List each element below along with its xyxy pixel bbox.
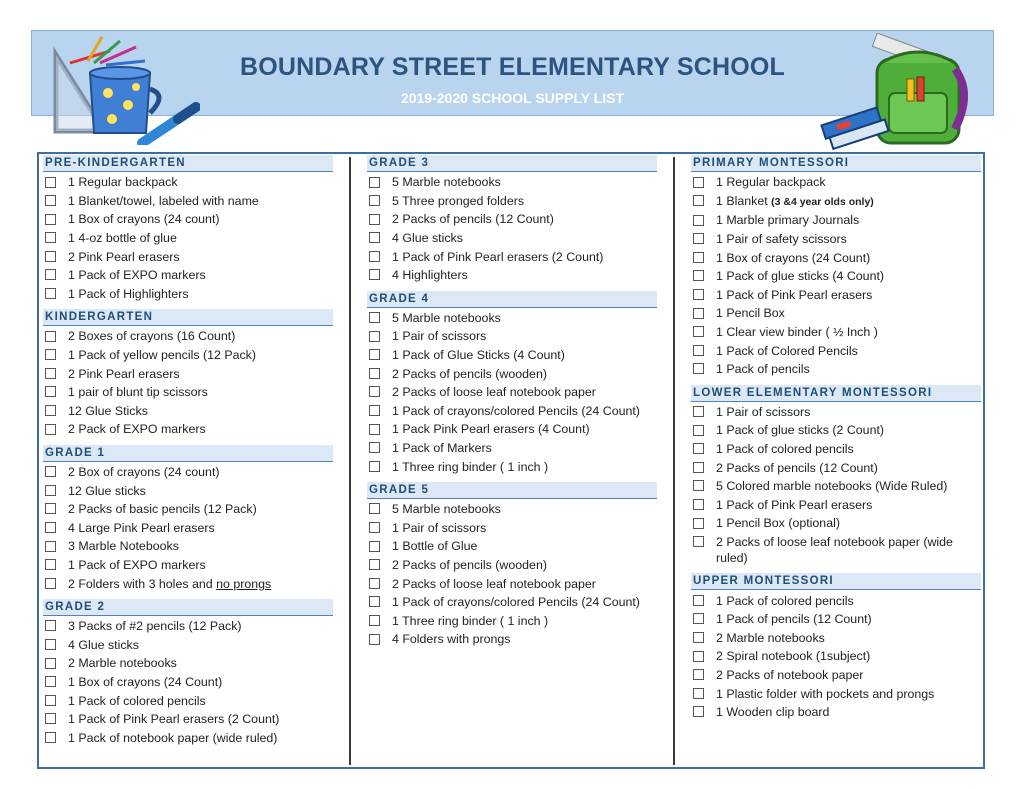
supply-item-label: 2 Packs of basic pencils (12 Pack) bbox=[68, 502, 257, 517]
supply-item-label: 1 Marble primary Journals bbox=[716, 213, 860, 228]
checkbox[interactable] bbox=[369, 269, 380, 280]
supply-item bbox=[367, 266, 657, 285]
supply-item-label: 1 Three ring binder ( 1 inch ) bbox=[392, 613, 549, 628]
supply-item bbox=[43, 673, 333, 692]
checkbox[interactable] bbox=[45, 195, 56, 206]
supply-list bbox=[43, 463, 333, 593]
supply-item bbox=[43, 574, 333, 593]
checkbox[interactable] bbox=[693, 195, 704, 206]
supply-item bbox=[691, 477, 981, 496]
supply-item bbox=[691, 458, 981, 477]
supply-item bbox=[367, 500, 657, 519]
checkbox[interactable] bbox=[693, 177, 704, 188]
supply-item bbox=[691, 684, 981, 703]
supply-item bbox=[691, 647, 981, 666]
checkbox[interactable] bbox=[693, 215, 704, 226]
supply-item-label: 1 Pencil Box bbox=[716, 306, 785, 321]
checkbox[interactable] bbox=[693, 406, 704, 417]
section-heading: GRADE 5 bbox=[367, 482, 657, 499]
supply-item bbox=[43, 402, 333, 421]
supply-item bbox=[43, 346, 333, 365]
supply-item bbox=[367, 229, 657, 248]
checkbox[interactable] bbox=[45, 658, 56, 669]
checkbox[interactable] bbox=[45, 386, 56, 397]
checkbox[interactable] bbox=[693, 499, 704, 510]
checkbox[interactable] bbox=[45, 559, 56, 570]
supply-item-label: 1 Three ring binder ( 1 inch ) bbox=[392, 459, 549, 474]
supply-item bbox=[691, 610, 981, 629]
checkbox[interactable] bbox=[693, 706, 704, 717]
supply-item-label: 1 pair of blunt tip scissors bbox=[68, 385, 208, 400]
supply-item-label: 4 Large Pink Pearl erasers bbox=[68, 520, 215, 535]
supply-item-label: 2 Marble notebooks bbox=[716, 630, 825, 645]
supply-item-label: 2 Spiral notebook (1subject) bbox=[716, 649, 871, 664]
checkbox[interactable] bbox=[45, 578, 56, 589]
supply-item-label: 1 Pack of yellow pencils (12 Pack) bbox=[68, 348, 257, 363]
checkbox[interactable] bbox=[45, 695, 56, 706]
supply-item bbox=[691, 267, 981, 286]
supply-item bbox=[367, 383, 657, 402]
checkbox[interactable] bbox=[45, 349, 56, 360]
supply-item bbox=[691, 304, 981, 323]
supply-list bbox=[367, 173, 657, 285]
supply-item bbox=[367, 519, 657, 538]
supply-item-label: 2 Packs of loose leaf notebook paper bbox=[392, 385, 596, 400]
supply-item-label: 1 Pair of safety scissors bbox=[716, 232, 847, 247]
supply-item bbox=[367, 210, 657, 229]
section-heading: KINDERGARTEN bbox=[43, 309, 333, 326]
supply-item bbox=[691, 192, 981, 212]
supply-item-label: 3 Packs of #2 pencils (12 Pack) bbox=[68, 619, 242, 634]
supply-item-label: 1 Pack of pencils bbox=[716, 362, 810, 377]
supply-item-label: 4 Glue sticks bbox=[68, 637, 139, 652]
supply-item-label: 2 Pack of EXPO markers bbox=[68, 422, 206, 437]
supply-item bbox=[691, 496, 981, 515]
section-heading: GRADE 2 bbox=[43, 599, 333, 616]
section-grade-3 bbox=[367, 155, 657, 285]
supply-item bbox=[691, 323, 981, 342]
supply-list bbox=[43, 173, 333, 303]
supply-item-label: 1 Clear view binder ( ½ Inch ) bbox=[716, 325, 878, 340]
supply-item-label: 12 Glue Sticks bbox=[68, 403, 148, 418]
supply-item-label: 5 Marble notebooks bbox=[392, 502, 501, 517]
age-note: (3 &4 year olds only) bbox=[771, 195, 874, 208]
supply-item-label: 2 Packs of pencils (wooden) bbox=[392, 366, 547, 381]
section-heading: GRADE 4 bbox=[367, 291, 657, 308]
supply-item-label: 1 Pack Pink Pearl erasers (4 Count) bbox=[392, 422, 590, 437]
supply-item-label: 2 Marble notebooks bbox=[68, 656, 177, 671]
checkbox[interactable] bbox=[693, 632, 704, 643]
checkbox[interactable] bbox=[369, 195, 380, 206]
supply-item-label: 1 Pack of Pink Pearl erasers bbox=[716, 287, 873, 302]
section-grade-5 bbox=[367, 482, 657, 649]
underlined-note: no prongs bbox=[216, 576, 272, 591]
supply-item-label: 1 Pack of glue sticks (2 Count) bbox=[716, 423, 885, 438]
supply-item bbox=[691, 666, 981, 685]
supply-item bbox=[43, 654, 333, 673]
checkbox[interactable] bbox=[369, 559, 380, 570]
checkbox[interactable] bbox=[693, 595, 704, 606]
supply-item bbox=[691, 514, 981, 533]
supply-item-label: 2 Packs of pencils (12 Count) bbox=[392, 212, 554, 227]
checkbox[interactable] bbox=[45, 503, 56, 514]
supply-item bbox=[367, 247, 657, 266]
checkbox[interactable] bbox=[45, 485, 56, 496]
column-divider bbox=[349, 157, 351, 765]
checkbox[interactable] bbox=[369, 615, 380, 626]
checkbox[interactable] bbox=[369, 312, 380, 323]
supply-item bbox=[691, 533, 981, 568]
supply-item-label: 4 Glue sticks bbox=[392, 231, 463, 246]
supply-item-label: 1 Pair of scissors bbox=[392, 520, 487, 535]
supply-item bbox=[43, 691, 333, 710]
checkbox[interactable] bbox=[369, 634, 380, 645]
supply-item-label: 1 Box of crayons (24 Count) bbox=[716, 250, 871, 265]
checkbox[interactable] bbox=[369, 541, 380, 552]
section-heading: GRADE 1 bbox=[43, 445, 333, 462]
supply-item bbox=[43, 481, 333, 500]
supply-item bbox=[43, 420, 333, 439]
checkbox[interactable] bbox=[45, 251, 56, 262]
supply-item-label: 4 Folders with prongs bbox=[392, 632, 511, 647]
checkbox[interactable] bbox=[693, 326, 704, 337]
column-divider bbox=[673, 157, 675, 765]
supply-item bbox=[367, 457, 657, 476]
checkbox[interactable] bbox=[45, 288, 56, 299]
supply-item bbox=[43, 383, 333, 402]
checkbox[interactable] bbox=[369, 522, 380, 533]
checkbox[interactable] bbox=[45, 214, 56, 225]
supply-item-label: 2 Packs of loose leaf notebook paper bbox=[392, 576, 596, 591]
column-middle bbox=[367, 155, 657, 655]
section-heading: UPPER MONTESSORI bbox=[691, 573, 981, 590]
supply-item bbox=[43, 327, 333, 346]
checkbox[interactable] bbox=[45, 676, 56, 687]
supply-item bbox=[43, 537, 333, 556]
checkbox[interactable] bbox=[693, 669, 704, 680]
checkbox[interactable] bbox=[693, 308, 704, 319]
section-heading: LOWER ELEMENTARY MONTESSORI bbox=[691, 385, 981, 402]
section-grade-1 bbox=[43, 445, 333, 593]
supply-list bbox=[367, 309, 657, 476]
checkbox[interactable] bbox=[693, 480, 704, 491]
supply-item-label: 5 Colored marble notebooks (Wide Ruled) bbox=[716, 479, 948, 494]
supply-item-label: 1 Pack of colored pencils bbox=[716, 442, 854, 457]
backpack-icon bbox=[815, 33, 975, 151]
supply-item-label: 1 Pack of crayons/colored Pencils (24 Count) bbox=[392, 595, 640, 610]
checkbox[interactable] bbox=[45, 541, 56, 552]
supply-item-label: 1 Pack of colored pencils bbox=[716, 593, 854, 608]
supply-item bbox=[367, 309, 657, 328]
supply-item-label: 1 Blanket/towel, labeled with name bbox=[68, 193, 259, 208]
supply-item-label: 1 Box of crayons (24 Count) bbox=[68, 674, 223, 689]
supply-item-label: 1 Regular backpack bbox=[68, 175, 178, 190]
supply-item bbox=[691, 703, 981, 722]
checkbox[interactable] bbox=[45, 269, 56, 280]
supply-list bbox=[43, 327, 333, 439]
supply-item-label: 1 Pack of crayons/colored Pencils (24 Count) bbox=[392, 403, 640, 418]
checkbox[interactable] bbox=[369, 578, 380, 589]
supply-list bbox=[691, 173, 981, 379]
supply-item bbox=[367, 593, 657, 612]
supply-item bbox=[367, 630, 657, 649]
supply-item-label: 2 Folders with 3 holes and bbox=[68, 576, 217, 591]
supply-list bbox=[367, 500, 657, 649]
supply-item bbox=[367, 346, 657, 365]
page-title: BOUNDARY STREET ELEMENTARY SCHOOL bbox=[239, 53, 786, 81]
supply-item-label: 1 Wooden clip board bbox=[716, 705, 830, 720]
checkbox[interactable] bbox=[693, 651, 704, 662]
supply-item-label: 1 Pack of Glue Sticks (4 Count) bbox=[392, 348, 565, 363]
school-supplies-icon bbox=[50, 33, 200, 145]
supply-item-label: 1 Pack of Pink Pearl erasers (2 Count) bbox=[392, 249, 604, 264]
supply-item-label: 2 Pink Pearl erasers bbox=[68, 366, 180, 381]
supply-item bbox=[691, 248, 981, 267]
checkbox[interactable] bbox=[45, 522, 56, 533]
checkbox[interactable] bbox=[369, 386, 380, 397]
page-subtitle: 2019-2020 SCHOOL SUPPLY LIST bbox=[400, 90, 625, 106]
supply-item bbox=[367, 420, 657, 439]
supply-item-label: 2 Box of crayons (24 count) bbox=[68, 465, 220, 480]
supply-item bbox=[691, 173, 981, 192]
checkbox[interactable] bbox=[693, 613, 704, 624]
checkbox[interactable] bbox=[369, 503, 380, 514]
supply-item-label: 5 Marble notebooks bbox=[392, 310, 501, 325]
supply-item bbox=[43, 229, 333, 248]
supply-item bbox=[43, 210, 333, 229]
checkbox[interactable] bbox=[693, 443, 704, 454]
supply-item bbox=[43, 247, 333, 266]
supply-item bbox=[691, 421, 981, 440]
section-heading: PRE-KINDERGARTEN bbox=[43, 155, 333, 172]
supply-list bbox=[691, 403, 981, 568]
supply-item-label: 1 Pack of Highlighters bbox=[68, 286, 189, 301]
supply-item-label: 1 4-oz bottle of glue bbox=[68, 231, 177, 246]
supply-item-label: 1 Pair of scissors bbox=[716, 404, 811, 419]
checkbox[interactable] bbox=[369, 214, 380, 225]
supply-item-label: 5 Marble notebooks bbox=[392, 175, 501, 190]
supply-item bbox=[367, 574, 657, 593]
supply-item bbox=[691, 360, 981, 379]
supply-item bbox=[43, 266, 333, 285]
checkbox[interactable] bbox=[45, 177, 56, 188]
section-heading: GRADE 3 bbox=[367, 155, 657, 172]
checkbox[interactable] bbox=[693, 688, 704, 699]
checkbox[interactable] bbox=[369, 461, 380, 472]
supply-item-label: 1 Pack of notebook paper (wide ruled) bbox=[68, 730, 278, 745]
checkbox[interactable] bbox=[45, 620, 56, 631]
checkbox[interactable] bbox=[45, 466, 56, 477]
section-primary-montessori bbox=[691, 155, 981, 379]
supply-item-label: 1 Regular backpack bbox=[716, 175, 826, 190]
supply-item-label: 3 Marble Notebooks bbox=[68, 539, 179, 554]
supply-item bbox=[691, 341, 981, 360]
supply-item bbox=[43, 463, 333, 482]
supply-item bbox=[691, 211, 981, 230]
supply-item-label: 1 Pack of Pink Pearl erasers (2 Count) bbox=[68, 712, 280, 727]
checkbox[interactable] bbox=[45, 732, 56, 743]
checkbox[interactable] bbox=[45, 639, 56, 650]
checkbox[interactable] bbox=[693, 345, 704, 356]
checkbox[interactable] bbox=[369, 177, 380, 188]
checkbox[interactable] bbox=[369, 251, 380, 262]
checkbox[interactable] bbox=[45, 331, 56, 342]
checkbox[interactable] bbox=[369, 442, 380, 453]
section-grade-2 bbox=[43, 599, 333, 747]
column-right bbox=[691, 155, 981, 727]
supply-item bbox=[367, 439, 657, 458]
supply-item-label: 1 Plastic folder with pockets and prongs bbox=[716, 686, 935, 701]
checkbox[interactable] bbox=[369, 349, 380, 360]
supply-item bbox=[43, 192, 333, 211]
section-pre-kindergarten bbox=[43, 155, 333, 303]
supply-item bbox=[43, 364, 333, 383]
checkbox[interactable] bbox=[45, 713, 56, 724]
supply-item bbox=[43, 285, 333, 304]
checkbox[interactable] bbox=[693, 252, 704, 263]
checkbox[interactable] bbox=[45, 368, 56, 379]
supply-item bbox=[43, 728, 333, 747]
supply-item-label: 4 Highlighters bbox=[392, 268, 468, 283]
checkbox[interactable] bbox=[693, 536, 704, 547]
supply-item-label: 1 Pack of EXPO markers bbox=[68, 557, 206, 572]
supply-item-label: 12 Glue sticks bbox=[68, 483, 146, 498]
column-left bbox=[43, 155, 333, 753]
supply-item bbox=[691, 230, 981, 249]
supply-list bbox=[691, 591, 981, 721]
section-grade-4 bbox=[367, 291, 657, 476]
supply-item bbox=[367, 556, 657, 575]
supply-item bbox=[691, 403, 981, 422]
section-heading: PRIMARY MONTESSORI bbox=[691, 155, 981, 172]
supply-item bbox=[367, 364, 657, 383]
supply-item-label: 2 Boxes of crayons (16 Count) bbox=[68, 329, 236, 344]
supply-item bbox=[367, 402, 657, 421]
supply-item-label: 1 Pack of pencils (12 Count) bbox=[716, 612, 872, 627]
supply-item bbox=[691, 591, 981, 610]
supply-item-label: 2 Packs of notebook paper bbox=[716, 667, 864, 682]
checkbox[interactable] bbox=[693, 518, 704, 529]
supply-item-label: 1 Pack of Colored Pencils bbox=[716, 343, 858, 358]
supply-item-label: 2 Packs of pencils (wooden) bbox=[392, 557, 547, 572]
supply-item bbox=[43, 556, 333, 575]
supply-item bbox=[43, 173, 333, 192]
supply-item bbox=[691, 440, 981, 459]
supply-item bbox=[43, 500, 333, 519]
checkbox[interactable] bbox=[693, 270, 704, 281]
checkbox[interactable] bbox=[369, 331, 380, 342]
checkbox[interactable] bbox=[45, 424, 56, 435]
checkbox[interactable] bbox=[693, 233, 704, 244]
supply-item bbox=[367, 537, 657, 556]
supply-item-label: 1 Pack of EXPO markers bbox=[68, 268, 206, 283]
supply-item-label: 1 Pack of glue sticks (4 Count) bbox=[716, 269, 885, 284]
checkbox[interactable] bbox=[369, 232, 380, 243]
checkbox[interactable] bbox=[369, 405, 380, 416]
supply-item bbox=[43, 617, 333, 636]
supply-item-label: 1 Pack of Markers bbox=[392, 441, 492, 456]
supply-item-label: 1 Pack of Pink Pearl erasers bbox=[716, 497, 873, 512]
supply-item-label: 1 Pack of colored pencils bbox=[68, 693, 206, 708]
supply-item-label: 5 Three pronged folders bbox=[392, 193, 525, 208]
checkbox[interactable] bbox=[693, 425, 704, 436]
checkbox[interactable] bbox=[369, 424, 380, 435]
supply-item-label: 2 Packs of pencils (12 Count) bbox=[716, 460, 878, 475]
supply-item-label: 1 Pair of scissors bbox=[392, 329, 487, 344]
supply-item bbox=[691, 628, 981, 647]
checkbox[interactable] bbox=[45, 232, 56, 243]
supply-item bbox=[43, 519, 333, 538]
supply-item bbox=[367, 192, 657, 211]
supply-item bbox=[43, 635, 333, 654]
supply-item-label: 1 Blanket bbox=[716, 193, 772, 208]
checkbox[interactable] bbox=[693, 289, 704, 300]
checkbox[interactable] bbox=[693, 462, 704, 473]
checkbox[interactable] bbox=[693, 363, 704, 374]
section-lower-elementary-montessori bbox=[691, 385, 981, 568]
supply-item-label: 1 Box of crayons (24 count) bbox=[68, 212, 220, 227]
supply-item-label: 1 Bottle of Glue bbox=[392, 539, 478, 554]
supply-item bbox=[367, 327, 657, 346]
checkbox[interactable] bbox=[369, 368, 380, 379]
supply-item-label: 2 Packs of loose leaf notebook paper (wide ruled) bbox=[716, 534, 953, 565]
supply-item-label: 2 Pink Pearl erasers bbox=[68, 249, 180, 264]
section-kindergarten bbox=[43, 309, 333, 439]
checkbox[interactable] bbox=[369, 596, 380, 607]
supply-item bbox=[691, 286, 981, 305]
supply-item bbox=[367, 611, 657, 630]
supply-item-label: 1 Pencil Box (optional) bbox=[716, 516, 840, 531]
supply-item bbox=[43, 710, 333, 729]
section-upper-montessori bbox=[691, 573, 981, 721]
supply-list bbox=[43, 617, 333, 747]
supply-item bbox=[367, 173, 657, 192]
checkbox[interactable] bbox=[45, 405, 56, 416]
